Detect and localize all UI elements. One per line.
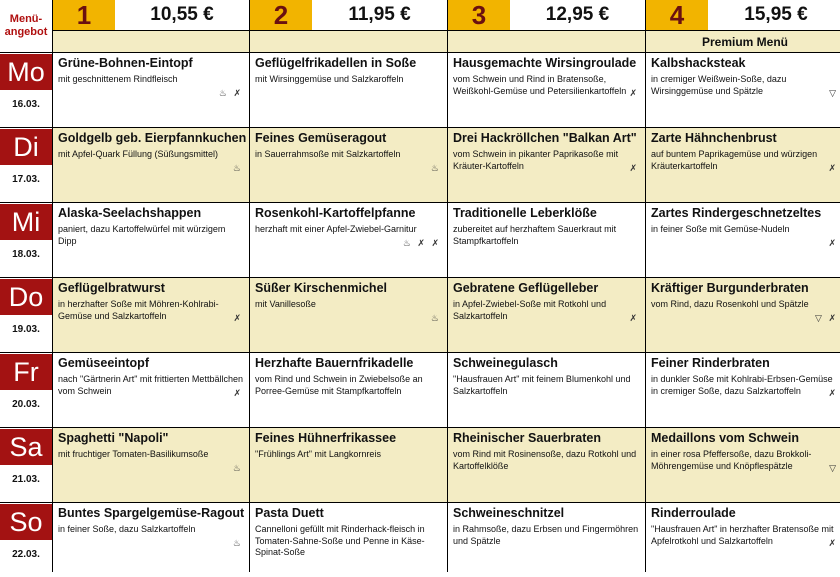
column-header-2 [250,0,447,30]
dish-allergen-icons: ✗ [828,388,838,398]
dish-title: Goldgelb geb. Eierpfannkuchen [58,131,247,145]
dish-title: Herzhafte Bauernfrikadelle [255,356,414,370]
dish-title: Gebratene Geflügelleber [453,281,599,295]
dish-description: paniert, dazu Kartoffelwürfel mit würzigem Dipp [58,224,226,246]
dish-description: herzhaft mit einer Apfel-Zwiebel-Garnitur [255,224,417,234]
dish-cell [250,53,447,127]
dish-description: mit Wirsinggemüse und Salzkaroffeln [255,74,404,84]
dish-cell [53,278,249,352]
dish-title: Feines Hühnerfrikassee [255,431,397,445]
dish-cell [250,503,447,577]
dish-title: Grüne-Bohnen-Eintopf [58,56,193,70]
day-abbr: Mo [0,54,52,90]
dish-description: in einer rosa Pfeffersoße, dazu Brokkoli-Möhrengemüse und Knöpflespätzle [651,449,812,471]
dish-allergen-icons: ♨ ✗ [218,88,243,98]
dish-allergen-icons: ▽ ✗ [815,313,838,323]
dish-cell [53,503,249,577]
dish-title: Zartes Rindergeschnetzeltes [651,206,822,220]
dish-description: mit geschnittenem Rindfleisch [58,74,178,84]
column-subheader-2 [250,31,447,52]
dish-title: Süßer Kirschenmichel [255,281,387,295]
dish-description: "Hausfrauen Art" mit feinem Blumenkohl und Salzkartoffeln [453,374,631,396]
dish-description: auf buntem Paprikagemüse und würzigen Kräuterkartoffeln [651,149,818,171]
dish-allergen-icons: ✗ [828,538,838,548]
dish-cell [448,203,645,277]
dish-cell [448,278,645,352]
dish-description: in herzhafter Soße mit Möhren-Kohlrabi-Gemüse und Salzkartoffeln [58,299,219,321]
dish-description: vom Rind, dazu Rosenkohl und Spätzle [651,299,809,309]
column-header-1 [53,0,249,30]
dish-cell [646,203,840,277]
dish-description: mit Vanillesoße [255,299,316,309]
dish-title: Medaillons vom Schwein [651,431,799,445]
dish-allergen-icons: ♨ [232,163,243,173]
dish-title: Drei Hackröllchen "Balkan Art" [453,131,637,145]
day-label [0,128,52,202]
dish-description: vom Schwein in pikanter Paprikasoße mit Kräuter-Kartoffeln [453,149,619,171]
day-abbr: Sa [0,429,52,465]
dish-title: Feines Gemüseragout [255,131,387,145]
dish-description: in dunkler Soße mit Kohlrabi-Erbsen-Gemüse in cremiger Soße, dazu Salzkartoffeln [651,374,833,396]
column-header-3 [448,0,645,30]
premium-menu-label: Premium Menü [646,31,840,52]
day-label [0,503,52,577]
menu-number: 2 [250,0,312,30]
dish-description: in Rahmsoße, dazu Erbsen und Fingermöhren und Spätzle [453,524,639,546]
column-header-4 [646,0,840,30]
column-subheader-1 [53,31,249,52]
dish-description: in feiner Soße mit Gemüse-Nudeln [651,224,790,234]
dish-cell [448,503,645,577]
menu-price: 12,95 € [545,4,610,25]
day-date: 20.03. [12,399,40,410]
dish-cell [448,353,645,427]
dish-allergen-icons: ♨ [430,163,441,173]
dish-description: in Sauerrahmsoße mit Salzkartoffeln [255,149,401,159]
day-label [0,353,52,427]
dish-cell [250,203,447,277]
dish-allergen-icons: ✗ [828,163,838,173]
dish-cell [448,428,645,502]
dish-description: nach "Gärtnerin Art" mit frittierten Mettbällchen vom Schwein [58,374,243,396]
dish-cell [646,128,840,202]
dish-cell [646,503,840,577]
dish-cell [448,53,645,127]
dish-title: Hausgemachte Wirsingroulade [453,56,637,70]
dish-description: "Frühlings Art" mit Langkornreis [255,449,381,459]
dish-allergen-icons: ♨ [232,463,243,473]
day-label [0,53,52,127]
dish-cell [53,353,249,427]
dish-description: zubereitet auf herzhaftem Sauerkraut mit Stampfkartoffeln [453,224,617,246]
dish-title: Zarte Hähnchenbrust [651,131,777,145]
day-label [0,203,52,277]
dish-title: Geflügelbratwurst [58,281,165,295]
dish-description: in cremiger Weißwein-Soße, dazu Wirsinggemüse und Spätzle [651,74,787,96]
dish-description: vom Rind mit Rosinensoße, dazu Rotkohl und Kartoffelklöße [453,449,637,471]
dish-title: Pasta Duett [255,506,324,520]
menu-corner-label: Menü- angebot [0,0,52,52]
dish-cell [53,203,249,277]
day-date: 18.03. [12,249,40,260]
dish-description: vom Rind und Schwein in Zwiebelsoße an Porree-Gemüse mit Stampfkartoffeln [255,374,423,396]
dish-cell [250,353,447,427]
dish-allergen-icons: ✗ [828,238,838,248]
dish-allergen-icons: ✗ [233,388,243,398]
dish-cell [646,428,840,502]
day-abbr: Fr [0,354,52,390]
dish-title: Traditionelle Leberklöße [453,206,597,220]
dish-title: Feiner Rinderbraten [651,356,770,370]
day-date: 21.03. [12,474,40,485]
dish-title: Spaghetti "Napoli" [58,431,169,445]
dish-allergen-icons: ✗ [629,163,639,173]
dish-title: Rosenkohl-Kartoffelpfanne [255,206,416,220]
dish-title: Schweineschnitzel [453,506,565,520]
dish-cell [250,278,447,352]
day-date: 19.03. [12,324,40,335]
dish-cell [448,128,645,202]
dish-allergen-icons: ✗ [629,88,639,98]
menu-number: 3 [448,0,510,30]
dish-allergen-icons: ✗ [233,313,243,323]
dish-title: Schweinegulasch [453,356,558,370]
dish-description: mit Apfel-Quark Füllung (Süßungsmittel) [58,149,219,159]
dish-description: in feiner Soße, dazu Salzkartoffeln [58,524,196,534]
dish-title: Rheinischer Sauerbraten [453,431,601,445]
menu-number: 4 [646,0,708,30]
day-abbr: Mi [0,204,52,240]
dish-cell [646,353,840,427]
dish-cell [53,128,249,202]
dish-description: Cannelloni gefüllt mit Rinderhack-fleisch in Tomaten-Sahne-Soße und Penne in Käse-Spinat-Soße [255,524,425,557]
menu-price: 11,95 € [348,4,411,25]
dish-title: Gemüseeintopf [58,356,149,370]
dish-cell [53,53,249,127]
dish-description: in Apfel-Zwiebel-Soße mit Rotkohl und Salzkartoffeln [453,299,607,321]
day-date: 17.03. [12,174,40,185]
dish-allergen-icons: ♨ [232,538,243,548]
dish-allergen-icons: ✗ [629,313,639,323]
day-label [0,278,52,352]
menu-number: 1 [53,0,115,30]
menu-price: 15,95 € [744,4,808,25]
dish-allergen-icons: ▽ [829,88,838,98]
day-abbr: Do [0,279,52,315]
day-label [0,428,52,502]
day-abbr: So [0,504,52,540]
dish-title: Alaska-Seelachshappen [58,206,202,220]
dish-description: vom Schwein und Rind in Bratensoße, Weißkohl-Gemüse und Petersilienkartoffeln [453,74,627,96]
dish-allergen-icons: ♨ ✗ ✗ [402,238,441,248]
dish-cell [646,278,840,352]
column-subheader-3 [448,31,645,52]
dish-description: "Hausfrauen Art" in herzhafter Bratensoße mit Apfelrotkohl und Salzkartoffeln [651,524,834,546]
dish-cell [250,428,447,502]
dish-title: Kräftiger Burgunderbraten [651,281,809,295]
dish-cell [53,428,249,502]
dish-cell [250,128,447,202]
dish-title: Kalbshacksteak [651,56,746,70]
dish-title: Geflügelfrikadellen in Soße [255,56,417,70]
day-abbr: Di [0,129,52,165]
dish-title: Rinderroulade [651,506,736,520]
dish-description: mit fruchtiger Tomaten-Basilikumsoße [58,449,209,459]
day-date: 16.03. [12,99,40,110]
dish-title: Buntes Spargelgemüse-Ragout [58,506,245,520]
dish-allergen-icons: ♨ [430,313,441,323]
day-date: 22.03. [12,549,40,560]
dish-cell [646,53,840,127]
menu-price: 10,55 € [150,4,214,25]
dish-allergen-icons: ▽ [829,463,838,473]
